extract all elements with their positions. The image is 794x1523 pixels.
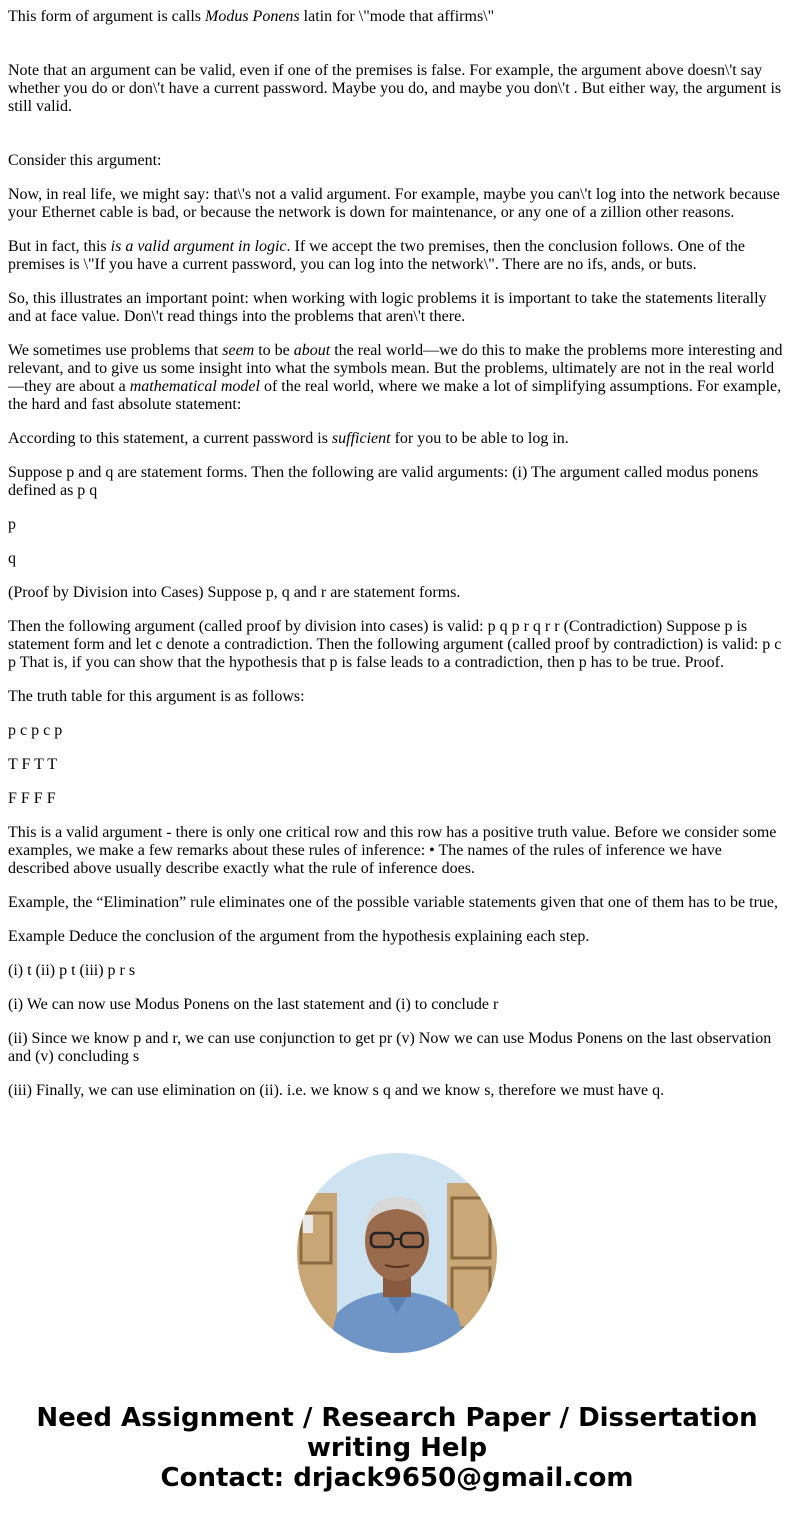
paragraph-contradiction: Then the following argument (called proof by division into cases) is valid: p q p r q r r (Contradiction) Suppose p is statement form and let c denote a contradiction. Then the following argument (called proof by contradiction) is valid: p c p That is, if you can show that the hypothesis that p is false leads to a contradiction, then p has to be true. Proof. — [8, 618, 782, 671]
paragraph-step-1: (i) We can now use Modus Ponens on the last statement and (i) to conclude r — [8, 996, 499, 1013]
footer-banner — [0, 1403, 794, 1493]
term-modus-ponens: Modus Ponens — [205, 8, 300, 25]
truth-table-header: p c p c p — [8, 722, 63, 739]
article-body — [8, 8, 786, 1116]
paragraph-valid-in-logic: But in fact, this is a valid argument in logic. If we accept the two premises, then the conclusion follows. One of the premises is \"If you have a current password, you can log into the network\". There are no ifs, ands, or buts. — [8, 238, 746, 273]
truth-table-row: F F F F — [8, 790, 56, 807]
paragraph-hypotheses: (i) t (ii) p t (iii) p r s — [8, 962, 136, 979]
paragraph-real-life: Now, in real life, we might say: that\'s not a valid argument. For example, maybe you can\'t log into the network because your Ethernet cable is bad, or because the network is down for maintenance, or any one of a zillion other reasons. — [8, 186, 780, 221]
avatar — [297, 1153, 497, 1353]
emphasis-sufficient: sufficient — [331, 430, 391, 447]
footer-line: Need Assignment / Research Paper / Dissertation — [36, 1403, 758, 1433]
footer-line: writing Help — [306, 1433, 488, 1463]
author-portrait-icon — [297, 1153, 497, 1353]
paragraph-sufficient: According to this statement, a current password is sufficient for you to be able to log in. — [8, 430, 569, 447]
paragraph-example: Example Deduce the conclusion of the argument from the hypothesis explaining each step. — [8, 928, 590, 945]
paragraph-valid-note: Note that an argument can be valid, even if one of the premises is false. For example, the argument above doesn\'t say whether you do or don\'t have a current password. Maybe you do, and maybe you don\'t . But either way, the argument is still valid. — [8, 62, 782, 115]
paragraph-valid-argument: This is a valid argument - there is only one critical row and this row has a positive truth value. Before we consider some examples, we make a few remarks about these rules of inference: • The names of the rules of inference we have described above usually describe exactly what the rule of inference does. — [8, 824, 777, 877]
paragraph-step-3: (iii) Finally, we can use elimination on (ii). i.e. we know s q and we know s, therefore we must have q. — [8, 1082, 665, 1099]
truth-table-row: T F T T — [8, 756, 58, 773]
paragraph-consider: Consider this argument: — [8, 152, 162, 169]
paragraph-division-cases: (Proof by Division into Cases) Suppose p, q and r are statement forms. — [8, 584, 461, 601]
emphasis-seem: seem — [222, 342, 255, 359]
paragraph-p: p — [8, 516, 16, 533]
emphasis-valid-argument: is a valid argument in logic — [110, 238, 287, 255]
paragraph-literal: So, this illustrates an important point: when working with logic problems it is important to take the statements literally and at face value. Don\'t read things into the problems that aren\'t there. — [8, 290, 767, 325]
paragraph-modus-ponens-intro: This form of argument is calls Modus Ponens latin for \"mode that affirms\" — [8, 8, 495, 25]
footer-contact: Contact: drjack9650@gmail.com — [160, 1463, 634, 1493]
emphasis-about: about — [293, 342, 331, 359]
emphasis-mathematical-model: mathematical model — [129, 378, 260, 395]
paragraph-truth-table-intro: The truth table for this argument is as follows: — [8, 688, 305, 705]
paragraph-elimination: Example, the “Elimination” rule eliminates one of the possible variable statements given that one of them has to be true, — [8, 894, 778, 911]
paragraph-step-2: (ii) Since we know p and r, we can use conjunction to get pr (v) Now we can use Modus Ponens on the last observation and (v) concluding s — [8, 1030, 772, 1065]
paragraph-q: q — [8, 550, 16, 567]
paragraph-real-world: We sometimes use problems that seem to be about the real world—we do this to make the problems more interesting and relevant, and to give us some insight into what the symbols mean. But the problems, ultimately are not in the real world—they are about a mathematical model of the real world, where we make a lot of simplifying assumptions. For example, the hard and fast absolute statement: — [8, 342, 783, 413]
paragraph-statement-forms: Suppose p and q are statement forms. Then the following are valid arguments: (i) The argument called modus ponens defined as p q — [8, 464, 759, 499]
